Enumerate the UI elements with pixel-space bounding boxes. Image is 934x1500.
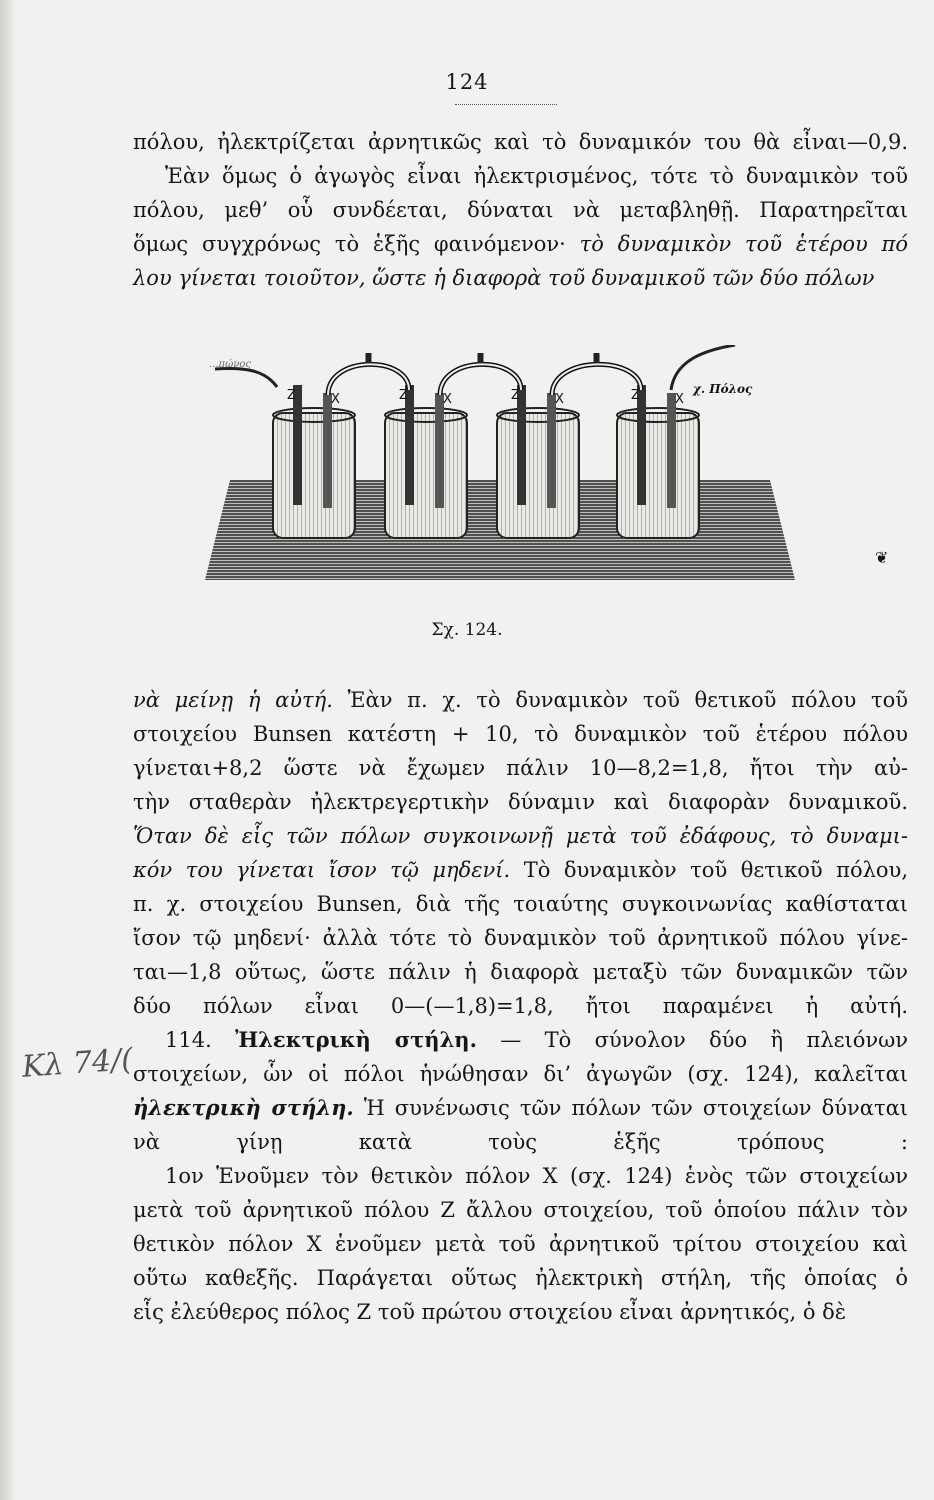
text-segment: γίνεται+8,2 ὥστε νὰ ἔχωμεν πάλιν 10—8,2=1,8, ἤτοι τὴν αὐ-	[133, 756, 908, 780]
binding-screw	[478, 353, 484, 363]
connecting-wire	[328, 364, 409, 395]
text-line	[133, 751, 908, 785]
text-segment: 1ον Ἑνοῦμεν τὸν θετικὸν πόλον X (σχ. 124) ἑνὸς τῶν στοιχείων	[165, 1164, 908, 1188]
carbon-electrode	[435, 393, 444, 508]
carbon-electrode	[323, 393, 332, 508]
text-line	[133, 1159, 908, 1193]
text-line	[133, 1261, 908, 1295]
text-line	[133, 955, 908, 989]
carbon-electrode	[547, 393, 556, 508]
text-segment: οὕτω καθεξῆς. Παράγεται οὕτως ἠλεκτρικὴ στήλη, τῆς ὁποίας ὁ	[133, 1266, 908, 1290]
electrode-label: X	[675, 392, 684, 407]
text-segment: ὅμως συγχρόνως τὸ ἑξῆς φαινόμενον·	[133, 232, 580, 256]
text-segment: Ἐὰν π. χ. τὸ δυναμικὸν τοῦ θετικοῦ πόλου τοῦ	[332, 688, 909, 712]
text-line	[133, 921, 908, 955]
glass-jar	[385, 413, 467, 538]
text-segment: Ἡ συνένωσις τῶν πόλων τῶν στοιχείων δύναται	[353, 1096, 909, 1120]
text-line	[133, 1057, 908, 1091]
text-segment: πόλου, ἠλεκτρίζεται ἀρνητικῶς καὶ τὸ δυναμικόν του θὰ εἶναι—0,9.	[133, 130, 908, 154]
glass-jar	[617, 413, 699, 538]
page-edge-shadow	[0, 0, 14, 1500]
electrode-label: Z	[287, 388, 296, 403]
text-segment: πόλου, μεθ’ οὗ συνδέεται, δύναται νὰ μεταβληθῇ. Παρατηρεῖται	[133, 198, 908, 222]
text-segment: στοιχείων, ὧν οἱ πόλοι ἡνώθησαν δι’ ἀγωγῶν (σχ. 124), καλεῖται	[133, 1062, 908, 1086]
text-line	[133, 1023, 908, 1057]
bottom-paragraph	[133, 683, 908, 1329]
text-line	[133, 1295, 908, 1329]
text-line	[133, 717, 908, 751]
connecting-wire	[552, 364, 641, 395]
electrode-label: X	[331, 392, 340, 407]
text-line	[133, 989, 908, 1023]
text-segment: στοιχείου Bunsen κατέστη + 10, τὸ δυναμικὸν τοῦ ἑτέρου πόλου	[133, 722, 908, 746]
text-line	[133, 683, 908, 717]
text-line	[133, 887, 908, 921]
text-line	[133, 1125, 908, 1159]
top-paragraph	[133, 125, 908, 295]
text-segment: νὰ γίνῃ κατὰ τοὺς ἑξῆς τρόπους :	[133, 1130, 908, 1154]
electrode-label: Z	[511, 388, 520, 403]
text-segment: μετὰ τοῦ ἀρνητικοῦ πόλου Z ἄλλου στοιχείου, τοῦ ὁποίου πάλιν τὸν	[133, 1198, 908, 1222]
glass-jar	[273, 413, 355, 538]
text-segment: τὴν σταθερὰν ἠλεκτρεγερτικὴν δύναμιν καὶ διαφορὰν δυναμικοῦ.	[133, 790, 908, 814]
battery-figure	[205, 345, 795, 580]
text-segment: θετικὸν πόλον X ἑνοῦμεν μετὰ τοῦ ἀρνητικοῦ τρίτου στοιχείου καὶ	[133, 1232, 908, 1256]
connecting-wire	[440, 364, 521, 395]
header-rule	[455, 104, 557, 105]
glass-jar	[497, 413, 579, 538]
page-number: 124	[445, 70, 489, 94]
text-segment: Ὅταν δὲ εἷς τῶν πόλων συγκοινωνῇ μετὰ τοῦ ἐδάφους, τὸ δυναμι-	[133, 824, 908, 848]
text-segment: κόν του γίνεται ἴσον τῷ μηδενί.	[133, 858, 511, 882]
text-line	[133, 853, 908, 887]
text-segment: λου γίνεται τοιοῦτον, ὥστε ἡ διαφορὰ τοῦ δυναμικοῦ τῶν δύο πόλων	[133, 266, 875, 290]
text-segment: — Τὸ σύνολον δύο ἢ πλειόνων	[476, 1028, 908, 1052]
text-segment: ἴσον τῷ μηδενί· ἀλλὰ τότε τὸ δυναμικὸν τοῦ ἀρνητικοῦ πόλου γίνε-	[133, 926, 908, 950]
electrode-label: Z	[631, 388, 640, 403]
left-terminal-label: ...πώνος	[209, 359, 251, 370]
text-segment: τὸ δυναμικὸν τοῦ ἑτέρου πό	[579, 232, 909, 256]
text-line	[133, 227, 908, 261]
text-segment: Ἐὰν ὅμως ὁ ἀγωγὸς εἶναι ἠλεκτρισμένος, τότε τὸ δυναμικὸν τοῦ	[165, 164, 908, 188]
text-segment: ἠλεκτρικὴ στήλη.	[133, 1095, 354, 1120]
text-segment: π. χ. στοιχείου Bunsen, διὰ τῆς τοιαύτης συγκοινωνίας καθίσταται	[133, 892, 908, 916]
text-line	[133, 1091, 908, 1125]
text-line	[133, 159, 908, 193]
text-segment: ται—1,8 οὕτως, ὥστε πάλιν ἡ διαφορὰ μεταξὺ τῶν δυναμικῶν τῶν	[133, 960, 908, 984]
zinc-electrode	[637, 385, 646, 505]
text-line	[133, 819, 908, 853]
text-segment: δύο πόλων εἶναι 0—(—1,8)=1,8, ἤτοι παραμένει ἡ αὐτή.	[133, 994, 908, 1018]
zinc-electrode	[293, 385, 302, 505]
electrode-label: Z	[399, 388, 408, 403]
text-line	[133, 1193, 908, 1227]
left-terminal-wire	[215, 368, 277, 387]
text-line	[133, 261, 908, 295]
text-line	[133, 785, 908, 819]
zinc-electrode	[405, 385, 414, 505]
text-line	[133, 125, 908, 159]
text-segment: Τὸ δυναμικὸν τοῦ θετικοῦ πόλου,	[510, 858, 908, 882]
text-segment: 114.	[165, 1028, 236, 1052]
carbon-electrode	[667, 393, 676, 508]
binding-screw	[366, 353, 372, 363]
electrode-label: X	[443, 392, 452, 407]
zinc-electrode	[517, 385, 526, 505]
text-line	[133, 1227, 908, 1261]
text-segment: εἷς ἐλεύθερος πόλος Z τοῦ πρώτου στοιχείου εἶναι ἀρνητικός, ὁ δὲ	[133, 1300, 847, 1324]
right-terminal-label: χ. Πόλος	[693, 382, 753, 396]
text-line	[133, 193, 908, 227]
electrode-label: X	[555, 392, 564, 407]
text-segment: νὰ μείνῃ ἡ αὐτή.	[133, 688, 333, 712]
stray-mark: ❦	[875, 548, 889, 567]
text-segment: Ἠλεκτρικὴ στήλη.	[235, 1027, 477, 1052]
handwritten-margin-note: Κλ 74/(	[20, 1042, 135, 1085]
figure-caption: Σχ. 124.	[431, 620, 503, 640]
binding-screw	[594, 353, 600, 363]
